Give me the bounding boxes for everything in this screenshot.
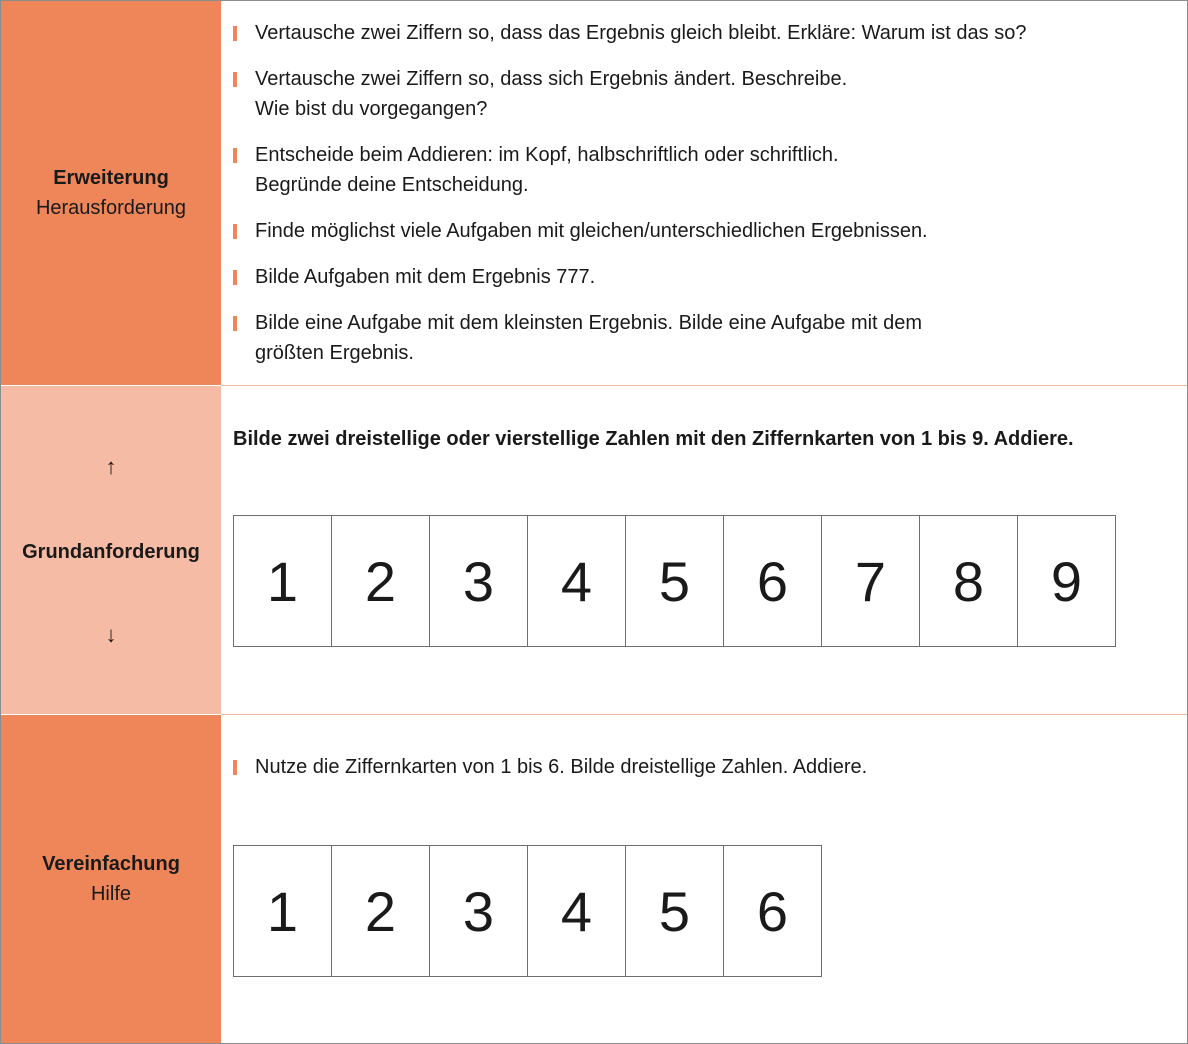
task-line: Entscheide beim Addieren: im Kopf, halbschriftlich oder schriftlich. — [255, 144, 839, 166]
digit-card: 3 — [429, 515, 528, 647]
task-item — [233, 64, 1026, 124]
digit-card: 1 — [233, 515, 332, 647]
digit-card: 7 — [821, 515, 920, 647]
digit-card: 1 — [233, 845, 332, 977]
instruction-grundanforderung: Bilde zwei dreistellige oder vierstellige Zahlen mit den Ziffernkarten von 1 bis 9. Addiere. — [233, 428, 1074, 450]
row-erweiterung — [1, 1, 1187, 385]
content-vereinfachung — [233, 715, 1187, 1043]
task-item — [233, 216, 1026, 246]
digit-card: 3 — [429, 845, 528, 977]
digit-card: 2 — [331, 515, 430, 647]
content-grundanforderung — [233, 386, 1187, 714]
arrow-up-icon: ↑ — [105, 454, 117, 479]
digit-cards-1-6 — [233, 845, 821, 977]
task-line: Bilde Aufgaben mit dem Ergebnis 777. — [255, 266, 596, 288]
digit-card: 6 — [723, 845, 822, 977]
task-item — [233, 18, 1026, 48]
digit-cards-1-9 — [233, 515, 1115, 647]
task-item — [233, 308, 1026, 368]
level-title-vereinfachung: Vereinfachung — [42, 853, 180, 875]
level-title-erweiterung: Erweiterung — [53, 167, 169, 189]
digit-card: 4 — [527, 845, 626, 977]
task-line: Nutze die Ziffernkarten von 1 bis 6. Bilde dreistellige Zahlen. Addiere. — [255, 756, 868, 778]
task-item — [233, 262, 1026, 292]
digit-card: 4 — [527, 515, 626, 647]
task-line: Begründe deine Entscheidung. — [255, 174, 529, 196]
task-line: Finde möglichst viele Aufgaben mit gleichen/unterschiedlichen Ergebnissen. — [255, 220, 928, 242]
task-list-vereinfachung — [233, 752, 867, 782]
task-line: Wie bist du vorgegangen? — [255, 98, 488, 120]
arrow-down-icon: ↓ — [105, 622, 117, 647]
task-line: größten Ergebnis. — [255, 342, 414, 364]
label-cell-erweiterung — [1, 1, 221, 385]
digit-card: 5 — [625, 845, 724, 977]
task-line: Bilde eine Aufgabe mit dem kleinsten Ergebnis. Bilde eine Aufgabe mit dem — [255, 312, 923, 334]
task-list-erweiterung — [233, 18, 1026, 384]
task-item — [233, 752, 867, 782]
level-subtitle-erweiterung: Herausforderung — [35, 197, 187, 219]
task-line: Vertausche zwei Ziffern so, dass sich Ergebnis ändert. Beschreibe. — [255, 68, 848, 90]
label-cell-vereinfachung — [1, 715, 221, 1043]
row-vereinfachung — [1, 715, 1187, 1043]
digit-card: 8 — [919, 515, 1018, 647]
level-subtitle-vereinfachung: Hilfe — [90, 883, 131, 905]
level-title-grundanforderung: Grundanforderung — [22, 541, 200, 563]
digit-card: 5 — [625, 515, 724, 647]
task-line: Vertausche zwei Ziffern so, dass das Ergebnis gleich bleibt. Erkläre: Warum ist das so? — [255, 22, 1027, 44]
content-erweiterung — [233, 1, 1187, 385]
label-cell-grundanforderung — [1, 386, 221, 714]
digit-card: 9 — [1017, 515, 1116, 647]
digit-card: 2 — [331, 845, 430, 977]
row-grundanforderung — [1, 386, 1187, 714]
digit-card: 6 — [723, 515, 822, 647]
task-item — [233, 140, 1026, 200]
